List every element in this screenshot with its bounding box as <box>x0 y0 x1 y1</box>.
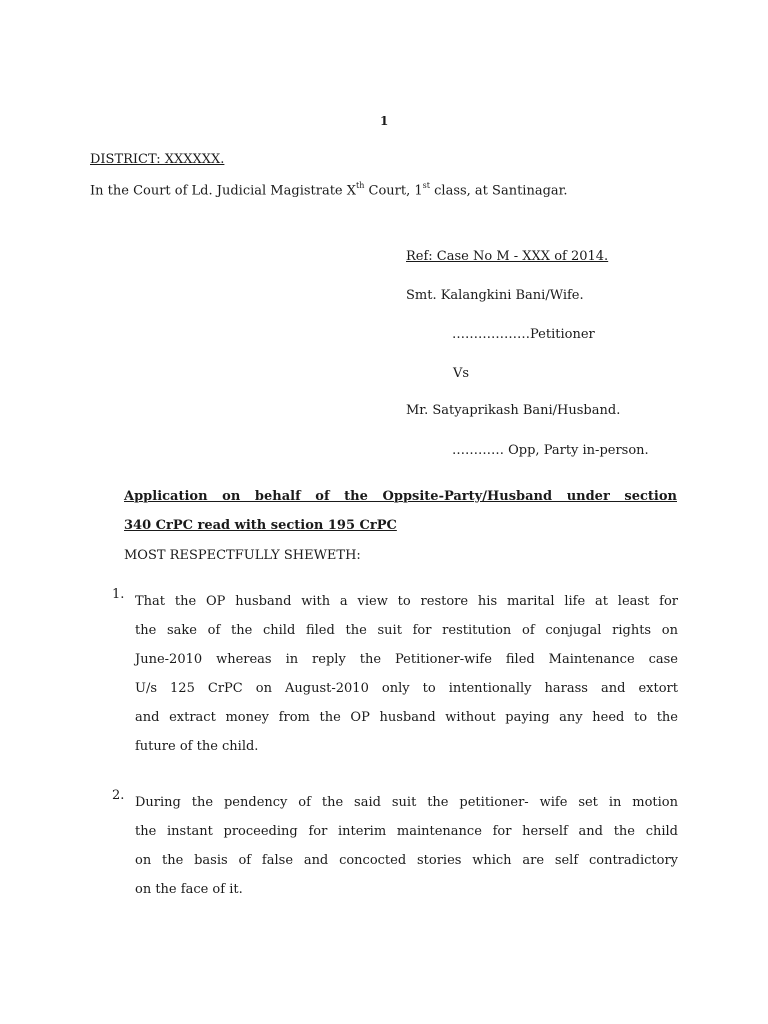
application-heading <box>124 482 677 540</box>
court-sup-st: st <box>422 181 430 190</box>
paragraph-body <box>135 587 678 761</box>
paragraph-number: 2. <box>112 788 125 803</box>
court-suffix: class, at Santinagar. <box>430 183 568 199</box>
paragraph-line: That the OP husband with a view to restore his marital life at least for <box>135 594 678 609</box>
paragraph-line: and extract money from the OP husband without paying any heed to the <box>135 710 678 725</box>
petitioner-role: ………………Petitioner <box>452 327 595 342</box>
opposite-party-role: ………… Opp, Party in-person. <box>452 443 649 458</box>
paragraph-2 <box>112 788 678 904</box>
court-prefix: In the Court of Ld. Judicial Magistrate X <box>90 183 357 199</box>
application-heading-line-2: 340 CrPC read with section 195 CrPC <box>124 518 397 533</box>
paragraph-line: U/s 125 CrPC on August-2010 only to intentionally harass and extort <box>135 681 678 696</box>
district-line: DISTRICT: XXXXXX. <box>90 152 225 167</box>
application-heading-line-1: Application on behalf of the Oppsite-Party/Husband under section <box>124 489 677 504</box>
petitioner-name: Smt. Kalangkini Bani/Wife. <box>406 288 584 303</box>
paragraph-line: June-2010 whereas in reply the Petitioner-wife filed Maintenance case <box>135 652 678 667</box>
paragraph-line: the instant proceeding for interim maintenance for herself and the child <box>135 824 678 839</box>
page-number: 1 <box>380 114 389 128</box>
court-line <box>90 182 568 198</box>
paragraph-line: During the pendency of the said suit the petitioner- wife set in motion <box>135 795 678 810</box>
sheweth-heading: MOST RESPECTFULLY SHEWETH: <box>124 548 361 563</box>
paragraph-number: 1. <box>112 587 125 602</box>
court-middle: Court, 1 <box>364 183 423 199</box>
paragraph-line: the sake of the child filed the suit for restitution of conjugal rights on <box>135 623 678 638</box>
versus-label: Vs <box>453 366 470 381</box>
opposite-party-name: Mr. Satyaprikash Bani/Husband. <box>406 403 621 418</box>
paragraph-1 <box>112 587 678 761</box>
paragraph-line: on the face of it. <box>135 882 243 897</box>
paragraph-line: on the basis of false and concocted stories which are self contradictory <box>135 853 678 868</box>
paragraph-line: future of the child. <box>135 739 259 754</box>
paragraph-body <box>135 788 678 904</box>
court-sup-th: th <box>356 181 365 190</box>
case-reference: Ref: Case No M - XXX of 2014. <box>406 249 609 264</box>
